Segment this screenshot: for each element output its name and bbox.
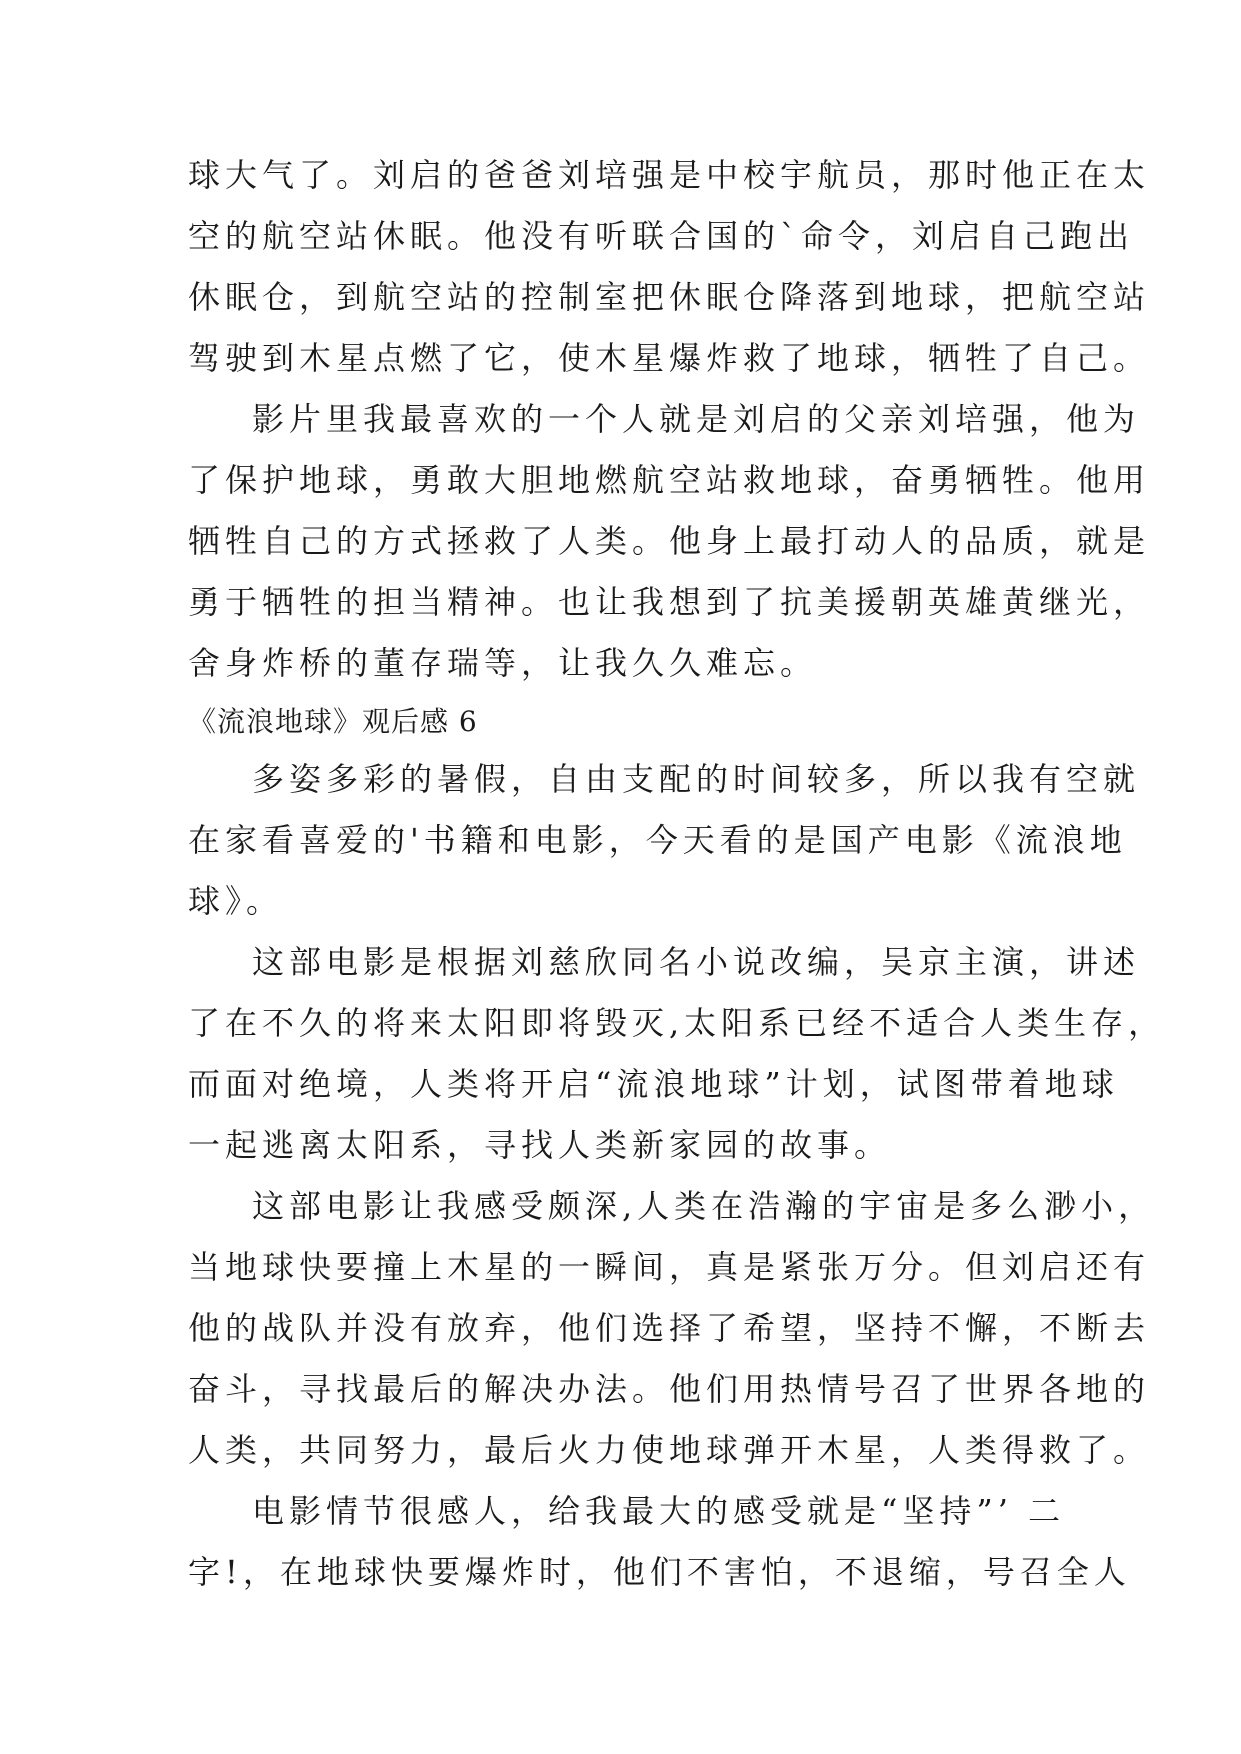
text-line: 空的航空站休眠。他没有听联合国的`命令，刘启自己跑出 (188, 217, 1135, 255)
text-line: 在家看喜爱的'书籍和电影，今天看的是国产电影《流浪地 (188, 821, 1127, 859)
text-line: 这部电影让我感受颇深,人类在浩瀚的宇宙是多么渺小， (252, 1187, 1156, 1225)
text-line: 球》。 (188, 882, 284, 920)
paragraph-feelings (188, 1176, 1156, 1481)
paragraph-summer (188, 749, 1141, 932)
text-line: 勇于牺牲的担当精神。也让我想到了抗美援朝英雄黄继光， (188, 583, 1151, 621)
paragraph-persistence (188, 1481, 1131, 1603)
text-line: 休眠仓，到航空站的控制室把休眠仓降落到地球，把航空站 (188, 278, 1151, 316)
text-line: 驾驶到木星点燃了它，使木星爆炸救了地球，牺牲了自己。 (188, 339, 1151, 377)
text-line: 影片里我最喜欢的一个人就是刘启的父亲刘培强，他为 (252, 400, 1141, 438)
text-line: 人类，共同努力，最后火力使地球弹开木星，人类得救了。 (188, 1431, 1151, 1469)
text-line: 了在不久的将来太阳即将毁灭,太阳系已经不适合人类生存， (188, 1004, 1166, 1042)
text-line: 字!，在地球快要爆炸时，他们不害怕，不退缩，号召全人 (188, 1553, 1131, 1591)
text-line: 当地球快要撞上木星的一瞬间，真是紧张万分。但刘启还有 (188, 1248, 1151, 1286)
text-line: 球大气了。刘启的爸爸刘培强是中校宇航员，那时他正在太 (188, 156, 1151, 194)
paragraph-favorite-character (188, 389, 1151, 694)
text-line: 他的战队并没有放弃，他们选择了希望，坚持不懈，不断去 (188, 1309, 1151, 1347)
text-line: 奋斗，寻找最后的解决办法。他们用热情号召了世界各地的 (188, 1370, 1151, 1408)
text-line: 电影情节很感人，给我最大的感受就是“坚持”’ 二 (252, 1492, 1066, 1530)
text-line: 舍身炸桥的董存瑞等，让我久久难忘。 (188, 644, 818, 682)
text-line: 而面对绝境，人类将开启“流浪地球”计划，试图带着地球 (188, 1065, 1119, 1103)
text-line: 一起逃离太阳系，寻找人类新家园的故事。 (188, 1126, 892, 1164)
document-body (188, 145, 1166, 1603)
paragraph-plot (188, 932, 1166, 1176)
text-line: 牺牲自己的方式拯救了人类。他身上最打动人的品质，就是 (188, 522, 1151, 560)
paragraph-continuation (188, 145, 1151, 389)
text-line: 了保护地球，勇敢大胆地燃航空站救地球，奋勇牺牲。他用 (188, 461, 1151, 499)
text-line: 这部电影是根据刘慈欣同名小说改编，吴京主演，讲述 (252, 943, 1141, 981)
text-line: 多姿多彩的暑假，自由支配的时间较多，所以我有空就 (252, 760, 1141, 798)
section-heading: 《流浪地球》观后感 6 (188, 705, 478, 738)
